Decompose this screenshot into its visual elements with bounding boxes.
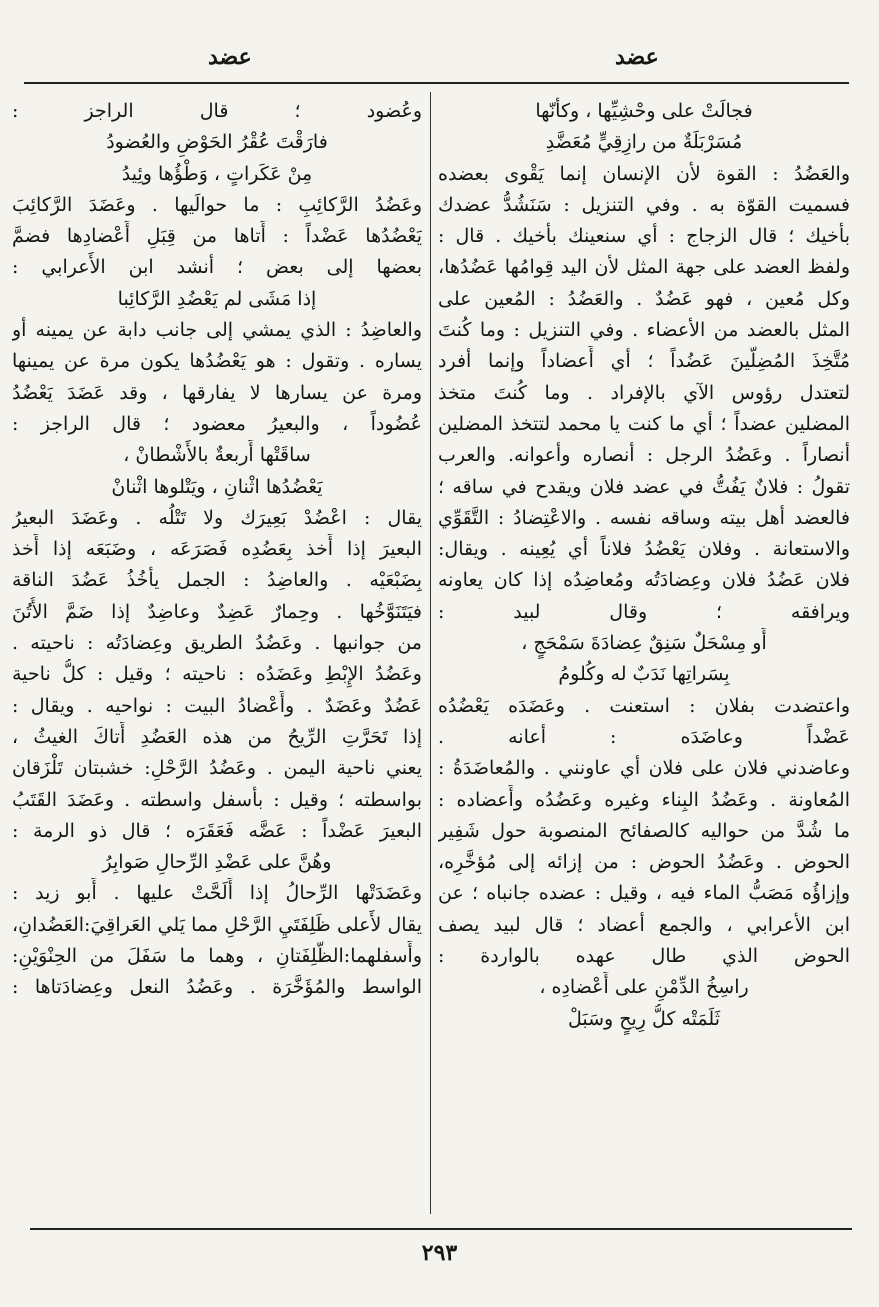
running-head-right: عضد [615, 44, 659, 70]
text-line: وعُضود ؛ قال الراجز : [12, 100, 422, 122]
verse-line: يَعْضُدُها اثْنانِ ، ويَتْلوها اثْنانْ [111, 475, 323, 498]
text-line: فسميت القوّة به . وفي التنزيل : سَنَشُدُّ عضدك [438, 193, 850, 216]
text-line: عَضْداً وعاضَدَه : أعانه . [438, 725, 850, 748]
verse-line: أَو مِسْحَلٌ سَنِقٌ عِضادَةَ سَمْحَجٍ ، [521, 632, 767, 655]
text-line: يَعْضُدُها عَضْداً : أَتاها من قِبَلِ أَعْضادِها فضمَّ [12, 225, 422, 248]
text-line: يقال لأَعلى ظَلِفَتَيِ الرَّحْلِ مما يَلي العَراقِيَ:العَضُدانِ، [12, 913, 422, 936]
text-line: لتعتدل رؤوس الآي بالإفراد . وما كُنتَ متخذ [438, 381, 850, 404]
text-line: المُعاونة . وعَضُدُ البِناء وغيره وعَضُدُه وأَعضاده : [438, 788, 850, 811]
page-number: ٢٩٣ [421, 1240, 458, 1266]
text-line: فيَتَنَوَّخُها . وحِمارٌ عَضِدٌ وعاضِدٌ إذا ضَمَّ الأُتُنَ [12, 600, 422, 623]
text-line: أنصاراً . وعَضُدُ الرجل : أنصاره وأعوانه. والعرب [438, 444, 850, 467]
text-line: فالعضد أهل بيته وساقه نفسه . والاعْتِضادُ : التَّقَوِّي [438, 506, 850, 529]
text-line: الواسط والمُؤَخَّرَة . وعَضُدُ النعل وعِضادَتاها : [12, 976, 422, 999]
text-line: الحوض الذي طال عهده بالواردة : [438, 945, 850, 968]
text-line: والاستعانة . وفلان يَعْضُدُ فلاناً أي يُعِينه . ويقال: [438, 538, 850, 561]
text-line: وعَضُدُ الإِبْطِ وعَضَدُه : ناحيته ؛ وقيل : كلُّ ناحية [12, 663, 422, 686]
text-line: البعيرَ عَضْداً : عَضَّه فَعَقَرَه ؛ قال ذو الرمة : [12, 819, 422, 842]
text-line: بأَخيك ؛ قال الزجاج : أي سنعينك بأخيك . قال : [438, 225, 850, 248]
text-line: بعضها إلى بعض ؛ أنشد ابن الأَعرابي : [12, 256, 422, 279]
text-line: والعَضُدُ : القوة لأن الإنسان إنما يَقْوى بعضده [438, 162, 850, 185]
verse-line: ساقَتْها أَربعةٌ بالأَشْطانْ ، [123, 444, 311, 467]
text-line: بِضَبْعَيْه . والعاضِدُ : الجمل يأْخُذُ عَضُدَ الناقة [12, 569, 422, 592]
footer-rule [30, 1228, 852, 1230]
column-divider [430, 92, 431, 1214]
text-line: المضلين عضداً ؛ أي ما كنت يا محمد لتتخذ المضلين [438, 412, 850, 435]
text-line: مُتَّخِذَ المُضِلّينَ عَضُداً ؛ أي أَعضاداً وإنما أفرد [438, 350, 850, 373]
text-line: ابن الأعرابي ، والجمع أعضاد ؛ قال لبيد يصف [438, 913, 850, 936]
text-line: ما شُدَّ من حواليه كالصفائح المنصوبة حول شَفِير [438, 819, 850, 842]
text-line: المثل بالعضد من الأعضاء . وفي التنزيل : وما كُنتَ [438, 319, 850, 342]
verse-line: مِنْ عَكَراتٍ ، وَطْؤُها وئِيدُ [121, 162, 313, 185]
text-line: وإزاؤُه مَصَبُّ الماء فيه ، وقيل : عضده جانباه ؛ عن [438, 882, 850, 905]
verse-line: فجالَتْ على وحْشِيِّها ، وكأنّها [535, 100, 753, 122]
text-line: يعني ناحية اليمن . وعَضُدُ الرَّحْلِ: خشبتان تَلْزَقان [12, 757, 422, 780]
text-line: ومرة عن يسارها لا يفارقها ، وقد عَضَدَ يَعْضُدُ [12, 381, 422, 404]
text-line: فلان عَضُدُ فلان وعِضادَتُه ومُعاضِدُه إذا كان يعاونه [438, 569, 850, 592]
verse-line: إذا مَشَى لم يَعْضُدِ الرَّكائِبا [117, 287, 317, 310]
text-line: يقال : اعْضُدْ بَعِيرَك ولا تَتْلُه . وعَضَدَ البعيرُ [12, 506, 422, 529]
text-line: ولفظ العضد على جهة المثل لأن اليد قِوامُها عَضُدُها، [438, 256, 850, 279]
text-line: يساره . وتقول : هو يَعْضُدُها يكون مرة عن يمينها [12, 350, 422, 373]
text-line: من جوانبها . وعَضُدُ الطريق وعِضادَتُه : ناحيته . [12, 632, 422, 655]
text-line: وعَضَدَتْها الرِّحالُ إذا أَلَحَّتْ عليها . أَبو زيد : [12, 882, 422, 905]
text-line: وعاضدني فلان على فلان أي عاونني . والمُعاضَدَةُ : [438, 757, 850, 780]
text-line: واعتضدت بفلان : استعنت . وعَضَدَه يَعْضُدُه [438, 694, 850, 717]
text-line: بواسطته ؛ وقيل : بأَسفل واسطته . وعَضَدَ القَتَبُ [12, 788, 422, 811]
right-text-column [438, 96, 850, 1216]
running-head-left: عضد [208, 44, 252, 70]
verse-line: مُسَرْبَلَةٌ من رازِقِيٍّ مُعَضَّدِ [545, 131, 743, 154]
text-line: عُضُوداً ، والبعيرُ معضود ؛ قال الراجز : [12, 412, 422, 435]
text-line: والعاضِدُ : الذي يمشي إلى جانب دابة عن يمينه أو [12, 319, 422, 342]
text-line: إذا تَحَرَّتِ الرِّيحُ من هذه العَضُدِ أَتاكَ الغيثُ ، [12, 725, 422, 748]
header-rule [24, 82, 849, 84]
verse-line: ثَلَمَتْه كلُّ رِيحٍ وسَبَلْ [568, 1007, 720, 1030]
text-line: الحوض . وعَضُدُ الحوض : من إزائه إلى مُؤخَّرِه، [438, 851, 850, 874]
text-line: وعَضُدُ الرَّكائِبِ : ما حوالَيها . وعَضَدَ الرَّكائِبَ [12, 193, 422, 216]
verse-line: فارَقْتَ عُقْرُ الحَوْضِ والعُضودُ [106, 131, 328, 154]
verse-line: بِسَراتِها نَدَبٌ له وكُلومُ [558, 663, 730, 686]
text-line: البعيرَ إذا أَخذ بِعَضُدِه فَصَرَعَه ، وضَبَعَه إذا أَخذ [12, 538, 422, 561]
text-line: وأَسفلهما:الظَّلِفَتانِ ، وهما ما سَفَلَ من الحِنْوَيْنِ: [12, 945, 422, 968]
verse-line: راسِخُ الدِّمْنِ على أَعْضادِه ، [539, 976, 749, 999]
verse-line: وهُنَّ على عَضْدِ الرِّحالِ صَوابِرُ [102, 851, 332, 874]
left-text-column [12, 96, 422, 1216]
text-line: عَضُدٌ وعَضَدٌ . وأَعْضادُ البيت : نواحيه . ويقال : [12, 694, 422, 717]
text-line: تقولُ : فلانٌ يَفُتُّ في عضد فلان ويقدح في ساقه ؛ [438, 475, 850, 498]
text-line: وكل مُعين ، فهو عَضُدٌ . والعَضُدُ : المُعين على [438, 287, 850, 310]
text-line: ويرافقه ؛ وقال لبيد : [438, 600, 850, 623]
